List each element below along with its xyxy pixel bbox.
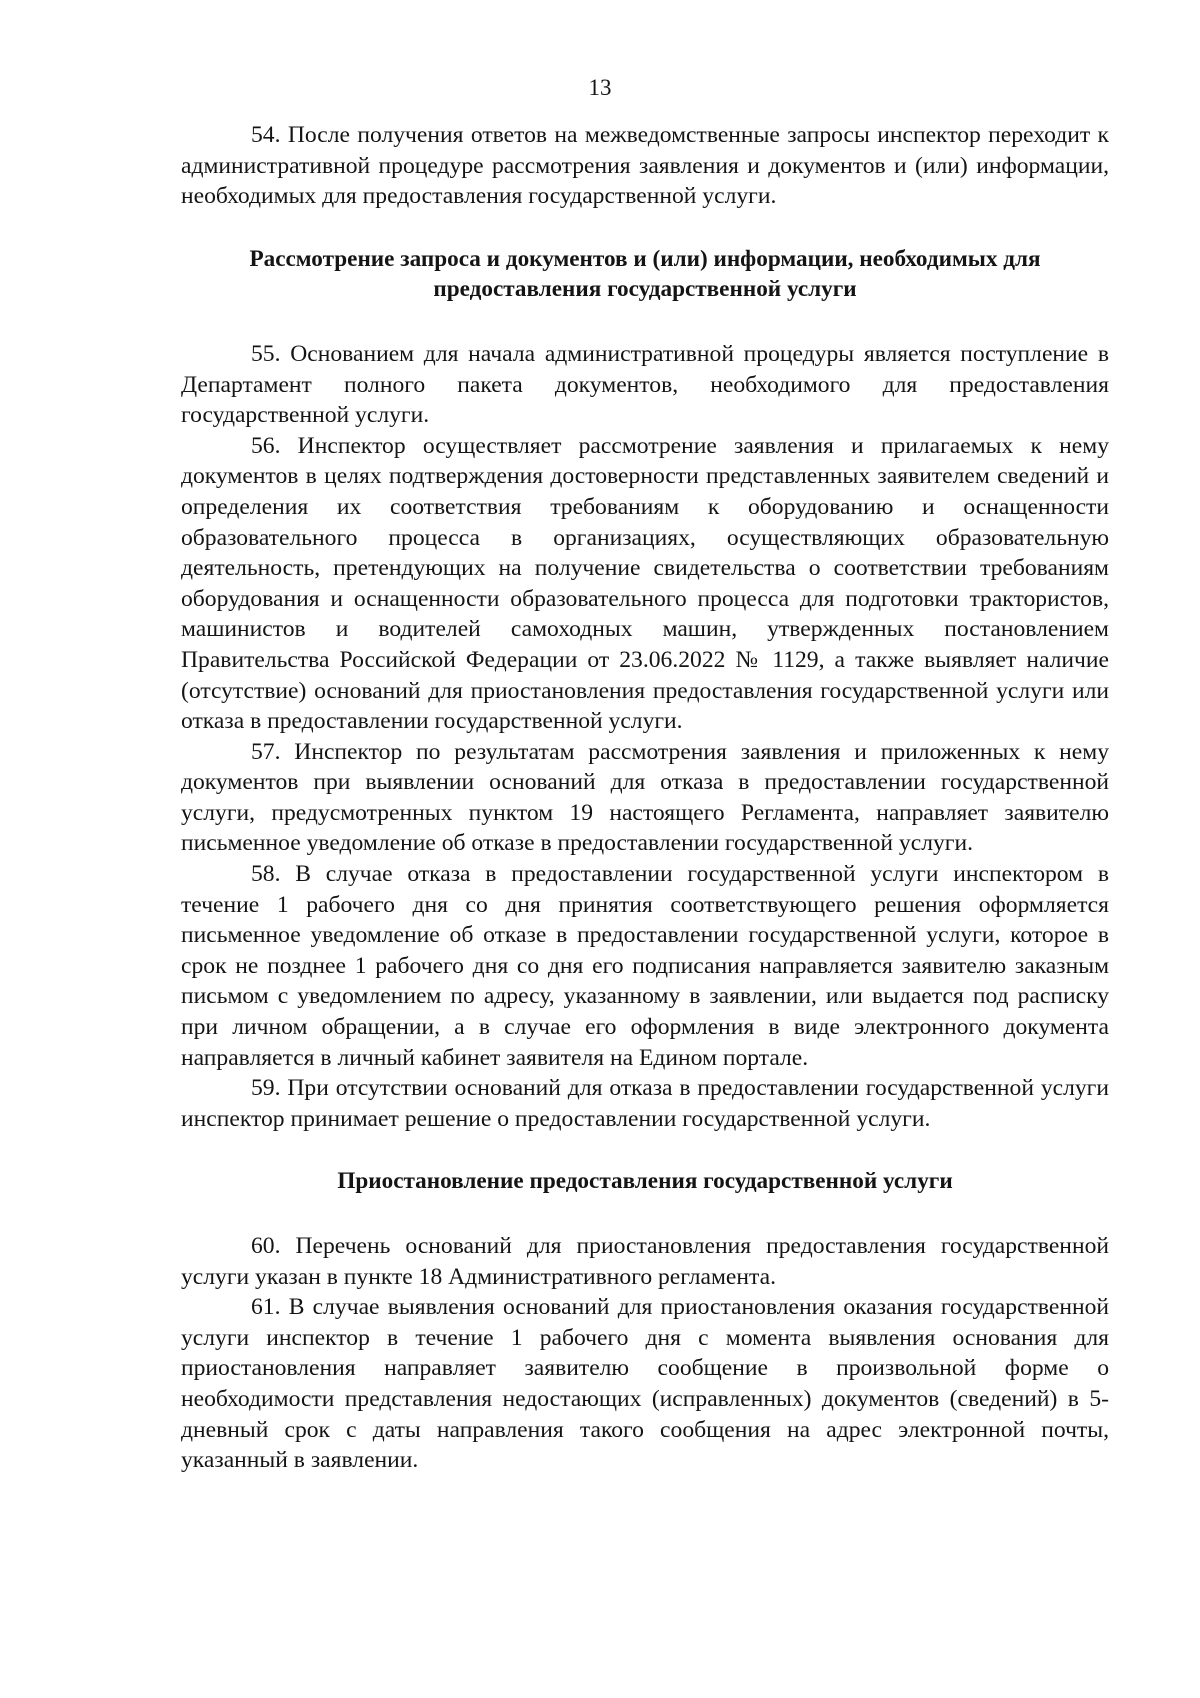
- document-body: [181, 120, 1109, 1476]
- paragraph-56: 56. Инспектор осуществляет рассмотрение заявления и прилагаемых к нему документов в целях подтверждения достоверности представленных заявителем сведений и определения их соответствия требованиям к оборудованию и оснащенности образовательного процесса в организациях, осуществляющих образовательную деятельность, претендующих на получение свидетельства о соответствии требованиям оборудования и оснащенности образовательного процесса для подготовки трактористов, машинистов и водителей самоходных машин, утвержденных постановлением Правительства Российской Федерации от 23.06.2022 № 1129, а также выявляет наличие (отсутствие) оснований для приостановления предоставления государственной услуги или отказа в предоставлении государственной услуги.: [181, 432, 1109, 735]
- section-heading-review: Рассмотрение запроса и документов и (или) информации, необходимых для предоставления государственной услуги: [249, 245, 1041, 303]
- page-number: 13: [588, 75, 612, 100]
- paragraph-59: 59. При отсутствии оснований для отказа в предоставлении государственной услуги инспектор принимает решение о предоставлении государственной услуги.: [181, 1075, 1109, 1132]
- paragraph-60: 60. Перечень оснований для приостановления предоставления государственной услуги указан в пункте 18 Административного регламента.: [181, 1233, 1109, 1290]
- paragraph-54: 54. После получения ответов на межведомственные запросы инспектор переходит к административной процедуре рассмотрения заявления и документов и (или) информации, необходимых для предоставления государственной услуги.: [181, 122, 1109, 210]
- paragraph-55: 55. Основанием для начала административной процедуры является поступление в Департамент полного пакета документов, необходимого для предоставления государственной услуги.: [181, 340, 1109, 429]
- paragraph-58: 58. В случае отказа в предоставлении государственной услуги инспектором в течение 1 рабочего дня со дня принятия соответствующего решения оформляется письменное уведомление об отказе в предоставлении государственной услуги, которое в срок не позднее 1 рабочего дня со дня его подписания направляется заявителю заказным письмом с уведомлением по адресу, указанному в заявлении, или выдается под расписку при личном обращении, а в случае его оформления в виде электронного документа направляется в личный кабинет заявителя на Едином портале.: [181, 861, 1109, 1071]
- section-heading-suspension: Приостановление предоставления государственной услуги: [337, 1168, 953, 1195]
- paragraph-61: 61. В случае выявления оснований для приостановления оказания государственной услуги инспектор в течение 1 рабочего дня с момента выявления основания для приостановления направляет заявителю сообщение в произвольной форме о необходимости представления недостающих (исправленных) документов (сведений) в 5-дневный срок с даты направления такого сообщения на адрес электронной почты, указанный в заявлении.: [181, 1294, 1109, 1474]
- paragraph-57: 57. Инспектор по результатам рассмотрения заявления и приложенных к нему документов при выявлении оснований для отказа в предоставлении государственной услуги, предусмотренных пунктом 19 настоящего Регламента, направляет заявителю письменное уведомление об отказе в предоставлении государственной услуги.: [181, 738, 1109, 857]
